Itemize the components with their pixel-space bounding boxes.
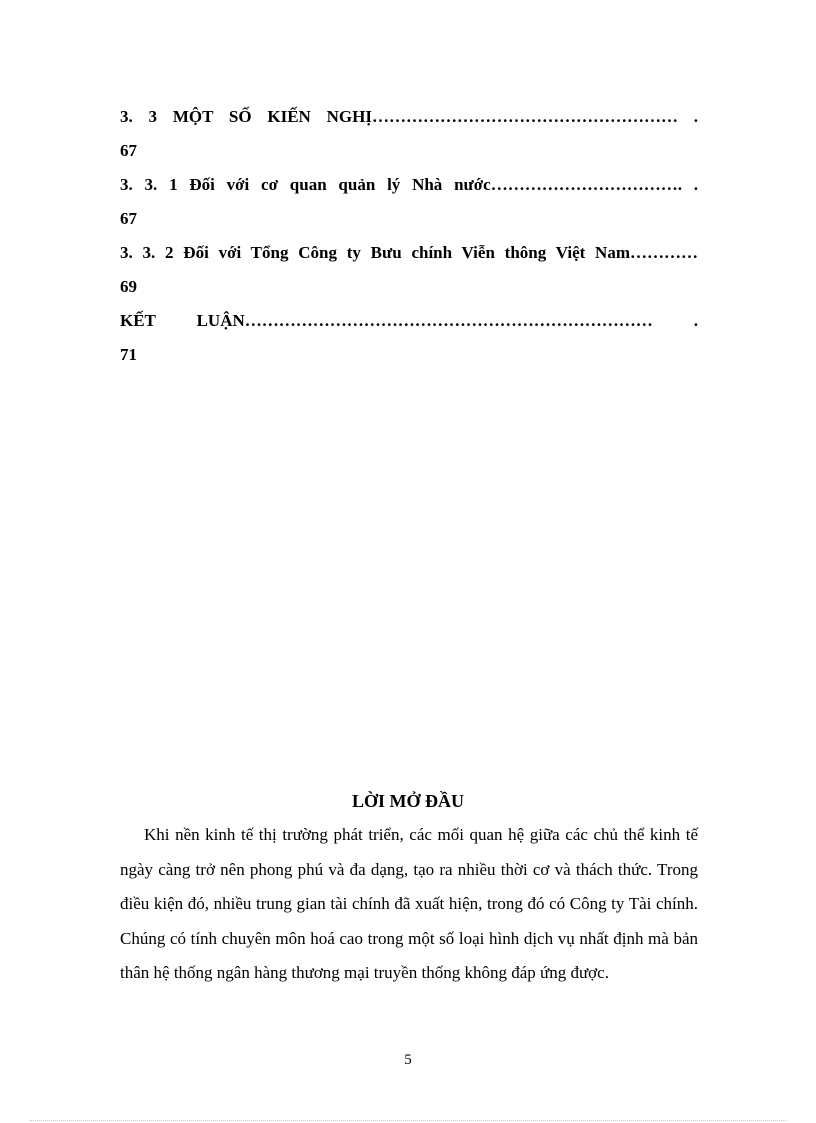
toc-entry-text: 3. 3. 2 Đối với Tổng Công ty Bưu chính Viễn thông Việt Nam………… — [120, 243, 698, 262]
table-of-contents — [120, 100, 698, 372]
toc-entry-page-number: 67 — [120, 209, 137, 228]
toc-entry-page-number: 67 — [120, 141, 137, 160]
page-bottom-divider — [30, 1120, 786, 1121]
section-heading: LỜI MỞ ĐẦU — [352, 791, 464, 811]
toc-entry-conclusion — [120, 304, 698, 372]
toc-entry-text: KẾT LUẬN……………………………………………………………… . — [120, 311, 698, 330]
toc-entry-text: 3. 3 MỘT SỐ KIẾN NGHỊ……………………………………………… . — [120, 107, 698, 126]
toc-entry-page-number: 69 — [120, 277, 137, 296]
intro-paragraph: Khi nền kinh tế thị trường phát triển, các mối quan hệ giữa các chủ thể kinh tế ngày càng trở nên phong phú và đa dạng, tạo ra nhiều thời cơ và thách thức. Trong điều kiện đó, nhiều trung gian tài chính đã xuất hiện, trong đó có Công ty Tài chính. Chúng có tính chuyên môn hoá cao trong một số loại hình dịch vụ nhất định mà bản thân hệ thống ngân hàng thương mại truyền thống không đáp ứng được. — [120, 825, 698, 982]
toc-entry-page-number: 71 — [120, 345, 137, 364]
toc-entry-recommendations — [120, 100, 698, 168]
toc-entry-vnpt — [120, 236, 698, 304]
toc-entry-text: 3. 3. 1 Đối với cơ quan quản lý Nhà nước……………………………. . — [120, 175, 698, 194]
toc-entry-state-agencies — [120, 168, 698, 236]
page-number: 5 — [404, 1052, 412, 1068]
